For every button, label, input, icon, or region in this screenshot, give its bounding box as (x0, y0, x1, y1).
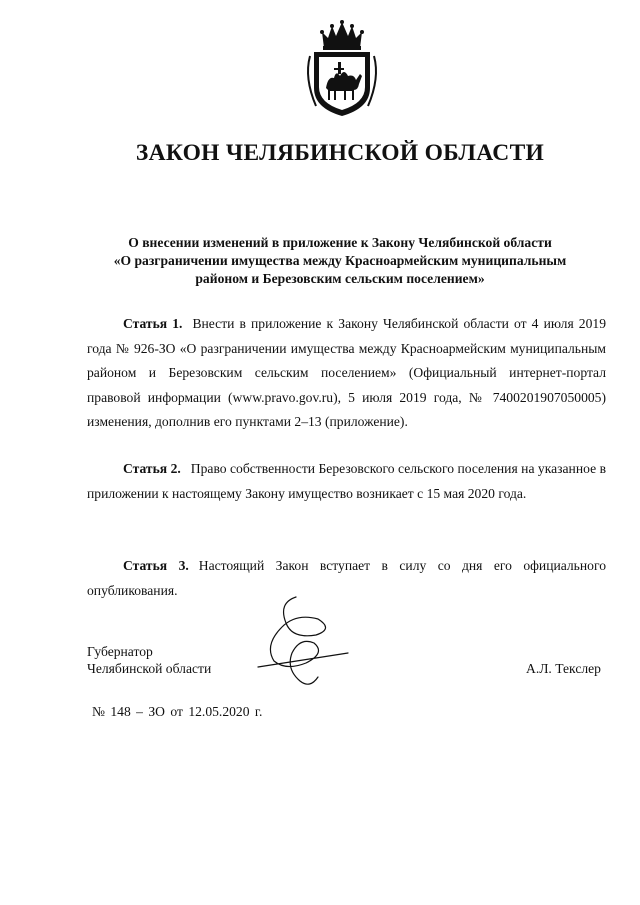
document-subtitle (60, 234, 620, 288)
document-title: ЗАКОН ЧЕЛЯБИНСКОЙ ОБЛАСТИ (135, 140, 545, 166)
article-text: Внести в приложение к Закону Челябинской области от 4 июля 2019 года № 926-ЗО «О разграничении имущества между Красноармейским муниципальным районом и Березовским сельским поселением» (Официальный интернет-портал правовой информации (www.pravo.gov.ru), 5 июля 2019 года, № 7400201907050005) изменения, дополнив его пунктами 2–13 (приложение). (87, 316, 606, 429)
article-text: Настоящий Закон вступает в силу со дня его официального опубликования. (87, 558, 606, 598)
position-line: Челябинской области (87, 661, 212, 676)
position-line: Губернатор (87, 644, 153, 659)
coat-of-arms-icon (302, 18, 382, 118)
signatory-name: А.Л. Текслер (526, 661, 601, 676)
law-number: № 148 – ЗО от 12.05.2020 г. (92, 704, 263, 719)
article-2 (87, 457, 606, 506)
signatory-position (87, 643, 211, 677)
subtitle-line: О внесении изменений в приложение к Закону Челябинской области (128, 235, 552, 250)
subtitle-line: районом и Березовским сельским поселением» (195, 271, 485, 286)
article-label: Статья 3. (123, 558, 189, 573)
article-label: Статья 2. (123, 461, 181, 476)
article-label: Статья 1. (123, 316, 183, 331)
article-1 (87, 312, 606, 435)
signature-icon (256, 593, 356, 691)
article-text: Право собственности Березовского сельского поселения на указанное в приложении к настоящему Закону имущество возникает с 15 мая 2020 года. (87, 461, 606, 501)
subtitle-line: «О разграничении имущества между Красноармейским муниципальным (113, 253, 567, 268)
